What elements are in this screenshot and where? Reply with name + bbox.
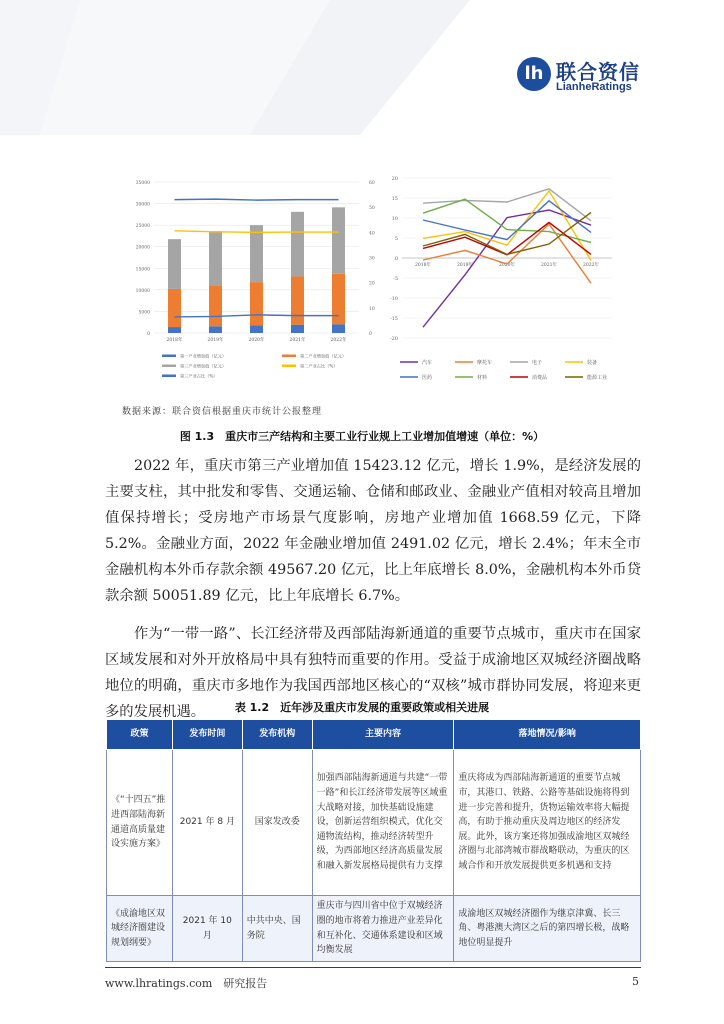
y-tick-label: 20 [391, 176, 398, 182]
legend-swatch [282, 355, 296, 358]
table-row [107, 896, 641, 962]
bar-第一产业增加值（亿元） [250, 325, 263, 333]
page-header [0, 0, 724, 135]
x-tick-label: 2020年 [248, 338, 265, 343]
legend-label: 电子 [532, 360, 543, 366]
y-tick-label: -5 [393, 276, 398, 282]
legend-label: 消费品 [532, 375, 548, 381]
industry-growth-chart [380, 170, 620, 395]
y-tick-label: 10 [391, 216, 398, 222]
line-摩托车 [423, 224, 591, 283]
y-left-tick-label: 10000 [135, 288, 150, 294]
brand-name-en: LianheRatings [556, 81, 632, 93]
y-tick-label: -15 [389, 316, 398, 322]
y-left-tick-label: 0 [147, 332, 150, 337]
bar-第一产业增加值（亿元） [168, 327, 181, 333]
y-tick-label: 5 [394, 236, 398, 242]
y-right-tick-label: 20 [369, 281, 375, 287]
bar-第二产业增加值（亿元） [168, 289, 181, 327]
y-tick-label: 0 [394, 256, 398, 262]
cell-agency: 国家发改委 [242, 750, 312, 896]
line-汽车 [423, 210, 591, 327]
legend-label: 第二产业占比（%） [300, 363, 338, 369]
legend-label: 第三产业占比（%） [180, 373, 218, 379]
legend-swatch [162, 355, 176, 358]
header-policy: 政策 [107, 720, 173, 750]
cell-date: 2021 年 10 月 [172, 896, 242, 962]
table-header-row [107, 720, 641, 750]
cell-policy: 《“十四五”推进西部陆海新通道高质量建设实施方案》 [107, 750, 173, 896]
legend-label: 医药 [422, 375, 433, 381]
bar-第二产业增加值（亿元） [291, 276, 304, 324]
figure-caption: 图 1.3 重庆市三产结构和主要工业行业规上工业增加值增速（单位：%） [179, 430, 545, 443]
source-note: 数据来源：联合资信根据重庆市统计公报整理 [122, 407, 323, 417]
bar-第一产业增加值（亿元） [209, 326, 222, 333]
x-tick-label: 2022年 [583, 263, 599, 268]
legend-swatch [162, 365, 176, 368]
legend-label: 第一产业增加值（亿元） [180, 353, 227, 359]
legend-label: 汽车 [422, 360, 433, 366]
x-tick-label: 2018年 [415, 263, 431, 268]
y-left-tick-label: 5000 [138, 310, 150, 316]
policy-table [106, 719, 641, 962]
legend-label: 能源工业 [587, 375, 608, 381]
cell-impact: 成渝地区双城经济圈作为继京津冀、长三角、粤港澳大湾区之后的第四增长极，战略地位明显提升 [454, 896, 641, 962]
x-tick-label: 2019年 [457, 263, 473, 268]
paragraph-tertiary-industry: 2022 年，重庆市第三产业增加值 15423.12 亿元，增长 1.9%，是经济发展的主要支柱，其中批发和零售、交通运输、仓储和邮政业、金融业产值相对较高且增加值保持增长；受房地产市场景气度影响，房地产业增加值 1668.59 亿元，下降 5.2%。金融业方面，2022 年金融业增加值 2491.02 亿元，增长 2.4%；年末全市金融机构本外币存款余额 49567.20 亿元，比上年底增长 8.0%，金融机构本外币贷款余额 50051.89 亿元，比上年底增长 6.7%。 [105, 458, 641, 604]
x-tick-label: 2019年 [207, 338, 224, 343]
y-tick-label: -10 [389, 296, 398, 302]
y-right-tick-label: 40 [369, 231, 375, 237]
legend-label: 材料 [477, 375, 488, 381]
bar-第二产业增加值（亿元） [209, 285, 222, 326]
x-tick-label: 2021年 [289, 338, 306, 343]
y-tick-label: -20 [389, 336, 398, 342]
cell-content: 重庆市与四川省中位于双城经济圈的地市将着力推进产业差异化和互补化、交通体系建设和区域均衡发展 [312, 896, 454, 962]
y-left-tick-label: 15000 [135, 267, 150, 273]
bar-第三产业增加值（亿元） [291, 212, 304, 277]
bar-第三产业增加值（亿元） [209, 231, 222, 285]
cell-impact: 重庆将成为西部陆海新通道的重要节点城市，其港口、铁路、公路等基础设施将得到进一步完善和提升，货物运输效率将大幅提高，有助于推动重庆及周边地区的经济发展。此外，该方案还将加强成渝地区双城经济圈与北部湾城市群战略联动，为重庆的区域合作和开放发展提供更多机遇和支持 [454, 750, 641, 896]
bar-第二产业增加值（亿元） [250, 282, 263, 325]
legend-label: 第三产业增加值（亿元） [180, 363, 227, 369]
y-left-tick-label: 25000 [135, 224, 150, 230]
bar-第三产业增加值（亿元） [332, 207, 345, 274]
y-right-tick-label: 10 [369, 306, 375, 312]
cell-date: 2021 年 8 月 [172, 750, 242, 896]
table-caption: 表 1.2 近年涉及重庆市发展的重要政策或相关进展 [234, 701, 490, 714]
legend-label: 第二产业增加值（亿元） [300, 353, 347, 359]
x-tick-label: 2018年 [166, 338, 183, 343]
page-number: 5 [632, 975, 639, 988]
footer-text: www.lhratings.com 研究报告 [105, 977, 268, 990]
y-right-tick-label: 30 [369, 256, 375, 262]
cell-policy: 《成渝地区双城经济圈建设规划纲要》 [107, 896, 173, 962]
y-left-tick-label: 35000 [135, 181, 150, 186]
header-date: 发布时间 [172, 720, 242, 750]
paragraph-strategic-position: 作为“一带一路”、长江经济带及西部陆海新通道的重要节点城市，重庆市在国家区域发展和对外开放格局中具有独特而重要的作用。受益于成渝地区双城经济圈战略地位的明确，重庆市多地作为我国西部地区核心的“双核”城市群协同发展，将迎来更多的发展机遇。 [105, 626, 641, 720]
y-tick-label: 15 [391, 196, 398, 202]
y-left-tick-label: 30000 [135, 202, 150, 208]
bar-第一产业增加值（亿元） [332, 324, 345, 333]
bar-第一产业增加值（亿元） [291, 325, 304, 333]
y-left-tick-label: 20000 [135, 245, 150, 251]
brand-logo-icon: lh [517, 57, 551, 91]
cell-agency: 中共中央、国务院 [242, 896, 312, 962]
legend-swatch [282, 365, 296, 368]
table-row [107, 750, 641, 896]
y-right-tick-label: 60 [369, 181, 375, 186]
y-right-tick-label: 0 [369, 332, 372, 337]
x-tick-label: 2020年 [499, 263, 515, 268]
bar-第三产业增加值（亿元） [168, 239, 181, 289]
x-tick-label: 2021年 [541, 263, 557, 268]
header-impact: 落地情况/影响 [454, 720, 641, 750]
industry-structure-chart [122, 170, 380, 395]
footer-rule [105, 967, 641, 968]
header-agency: 发布机构 [242, 720, 312, 750]
brand-name-cn: 联合资信 [556, 60, 640, 84]
bar-第二产业增加值（亿元） [332, 274, 345, 324]
bar-第三产业增加值（亿元） [250, 225, 263, 282]
x-tick-label: 2022年 [330, 338, 347, 343]
legend-label: 装备 [587, 360, 598, 366]
legend-label: 摩托车 [477, 360, 493, 366]
legend-swatch [162, 375, 176, 378]
line-第三产业占比（%） [175, 199, 339, 200]
header-content: 主要内容 [312, 720, 454, 750]
y-right-tick-label: 50 [369, 206, 375, 212]
cell-content: 加强西部陆海新通道与共建“一带一路”和长江经济带发展等区域重大战略对接，加快基础设施建设，创新运营组织模式，优化交通物流结构，推动经济转型升级，为西部地区经济高质量发展和融入新发展格局提供有力支撑 [312, 750, 454, 896]
